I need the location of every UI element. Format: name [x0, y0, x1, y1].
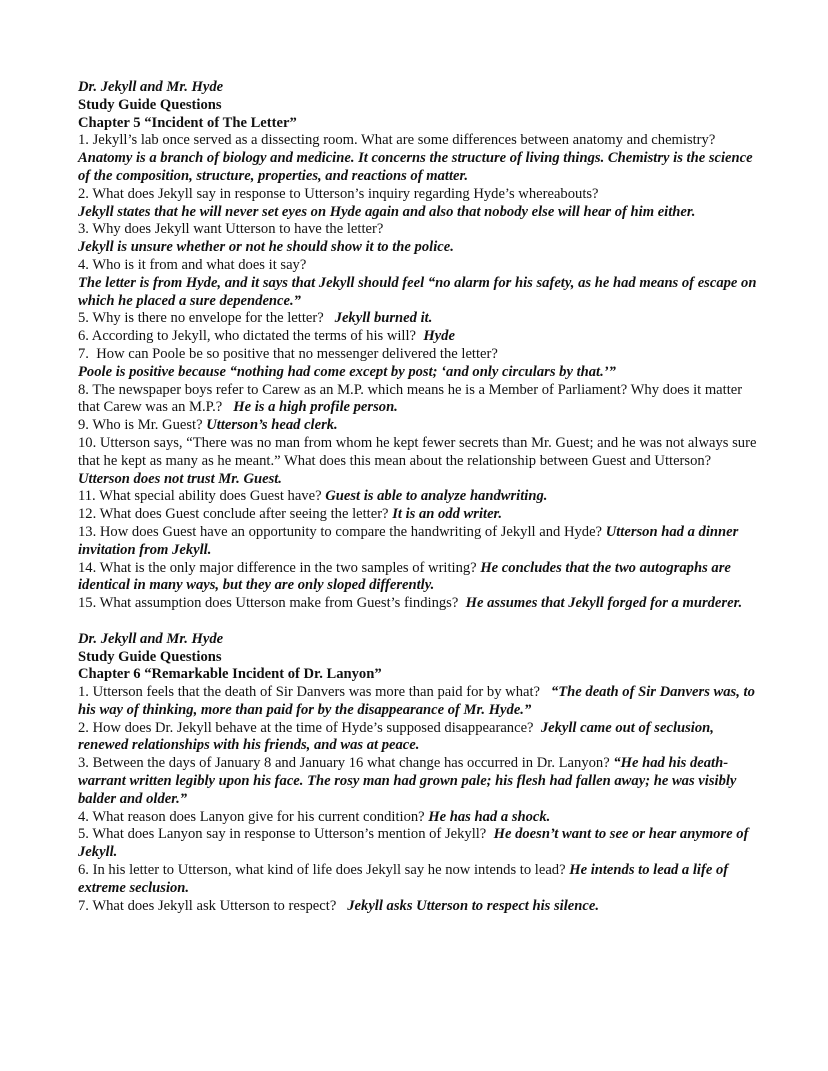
answer-text: It is an odd writer.	[392, 506, 503, 523]
question-item	[78, 595, 758, 613]
question-item	[78, 755, 758, 808]
question-text: 2. What does Jekyll say in response to Utterson’s inquiry regarding Hyde’s whereabouts?	[78, 185, 599, 202]
question-item	[78, 809, 758, 827]
question-item	[78, 560, 758, 596]
question-item	[78, 417, 758, 435]
question-text: 7. How can Poole be so positive that no messenger delivered the letter?	[78, 345, 498, 362]
question-item	[78, 488, 758, 506]
answer-text: He concludes that the two autographs are identical in many ways, but they are only sloped differently.	[78, 559, 735, 594]
question-item	[78, 862, 758, 898]
question-item	[78, 310, 758, 328]
question-item	[78, 186, 758, 204]
question-text: 3. Why does Jekyll want Utterson to have the letter?	[78, 221, 384, 238]
question-item	[78, 257, 758, 275]
chapter-heading: Chapter 6 “Remarkable Incident of Dr. Lanyon”	[78, 666, 382, 683]
chapter-6-section	[78, 631, 758, 916]
question-item	[78, 328, 758, 346]
document-subtitle: Study Guide Questions	[78, 96, 222, 113]
answer-text: Utterson does not trust Mr. Guest.	[78, 470, 282, 487]
question-item	[78, 524, 758, 560]
question-text: 14. What is the only major difference in the two samples of writing?	[78, 559, 481, 576]
document-title: Dr. Jekyll and Mr. Hyde	[78, 79, 224, 95]
document-title: Dr. Jekyll and Mr. Hyde	[78, 630, 224, 647]
question-text: 5. Why is there no envelope for the letter?	[78, 310, 335, 327]
answer-text: “He had his death-warrant written legibly upon his face. The rosy man had grown pale; his flesh had fallen away; he was visibly balder and older.”	[78, 755, 741, 807]
question-text: 1. Jekyll’s lab once served as a dissecting room. What are some differences between anatomy and chemistry?	[78, 132, 716, 149]
answer-text: He doesn’t want to see or hear anymore of Jekyll.	[78, 826, 753, 861]
answer-text: He assumes that Jekyll forged for a murderer.	[465, 595, 743, 612]
question-item	[78, 684, 758, 720]
question-item	[78, 898, 758, 916]
question-text: 4. What reason does Lanyon give for his current condition?	[78, 808, 429, 825]
question-text: 7. What does Jekyll ask Utterson to respect?	[78, 897, 348, 914]
document-page	[78, 79, 761, 915]
question-text: 5. What does Lanyon say in response to Utterson’s mention of Jekyll?	[78, 826, 494, 843]
question-item	[78, 506, 758, 524]
answer-text: Jekyll burned it.	[334, 310, 433, 327]
question-text: 8. The newspaper boys refer to Carew as an M.P. which means he is a Member of Parliament? Why does it matter that Carew was an M.P.?	[78, 381, 746, 416]
answer-text: Poole is positive because “nothing had come except by post; ‘and only circulars by that.’”	[78, 363, 616, 380]
answer-text: Jekyll is unsure whether or not he should show it to the police.	[78, 239, 454, 256]
answer-text: Guest is able to analyze handwriting.	[325, 488, 548, 505]
document-subtitle: Study Guide Questions	[78, 648, 222, 665]
question-text: 12. What does Guest conclude after seeing the letter?	[78, 506, 393, 523]
question-item	[78, 132, 758, 150]
question-item	[78, 221, 758, 239]
answer-text: He has had a shock.	[428, 808, 551, 825]
question-text: 11. What special ability does Guest have?	[78, 488, 326, 505]
question-text: 1. Utterson feels that the death of Sir Danvers was more than paid for by what?	[78, 684, 551, 701]
section-spacer	[78, 613, 758, 631]
question-text: 15. What assumption does Utterson make from Guest’s findings?	[78, 595, 466, 612]
question-item	[78, 434, 761, 488]
question-item	[78, 382, 758, 418]
question-text: 3. Between the days of January 8 and January 16 what change has occurred in Dr. Lanyon?	[78, 755, 614, 772]
question-item	[78, 720, 758, 756]
answer-text: Jekyll asks Utterson to respect his silence.	[347, 897, 599, 914]
question-text: 2. How does Dr. Jekyll behave at the time of Hyde’s supposed disappearance?	[78, 719, 541, 736]
question-item	[78, 346, 758, 364]
answer-text: Anatomy is a branch of biology and medicine. It concerns the structure of living things. Chemistry is the science of the composition, structure, properties, and reactions of matter.	[78, 150, 753, 184]
question-text: 9. Who is Mr. Guest?	[78, 417, 207, 434]
answer-text: Jekyll came out of seclusion, renewed relationships with his friends, and was at peace.	[78, 719, 718, 754]
question-item	[78, 826, 758, 862]
answer-text: He is a high profile person.	[233, 399, 398, 416]
chapter-5-section	[78, 79, 761, 613]
answer-text: The letter is from Hyde, and it says that Jekyll should feel “no alarm for his safety, as he had means of escape on which he placed a sure dependence.”	[78, 274, 757, 309]
question-text: 6. According to Jekyll, who dictated the terms of his will?	[78, 328, 424, 345]
answer-text: Utterson had a dinner invitation from Jekyll.	[78, 523, 742, 558]
answer-text: He intends to lead a life of extreme seclusion.	[78, 862, 732, 896]
answer-text: Utterson’s head clerk.	[206, 417, 338, 434]
question-text: 6. In his letter to Utterson, what kind of life does Jekyll say he now intends to lead?	[78, 862, 570, 879]
question-text: 13. How does Guest have an opportunity to compare the handwriting of Jekyll and Hyde?	[78, 523, 606, 540]
answer-text: Jekyll states that he will never set eyes on Hyde again and also that nobody else will hear of him either.	[78, 203, 696, 220]
question-text: 4. Who is it from and what does it say?	[78, 256, 307, 273]
answer-text: “The death of Sir Danvers was, to his way of thinking, more than paid for by the disappearance of Mr. Hyde.”	[78, 684, 759, 718]
answer-text: Hyde	[423, 328, 455, 345]
chapter-heading: Chapter 5 “Incident of The Letter”	[78, 114, 297, 131]
question-text: 10. Utterson says, “There was no man from whom he kept fewer secrets than Mr. Guest; and he was not always sure that he kept as many as he meant.” What does this mean about the relationship between Guest and Utterson?	[78, 434, 761, 469]
